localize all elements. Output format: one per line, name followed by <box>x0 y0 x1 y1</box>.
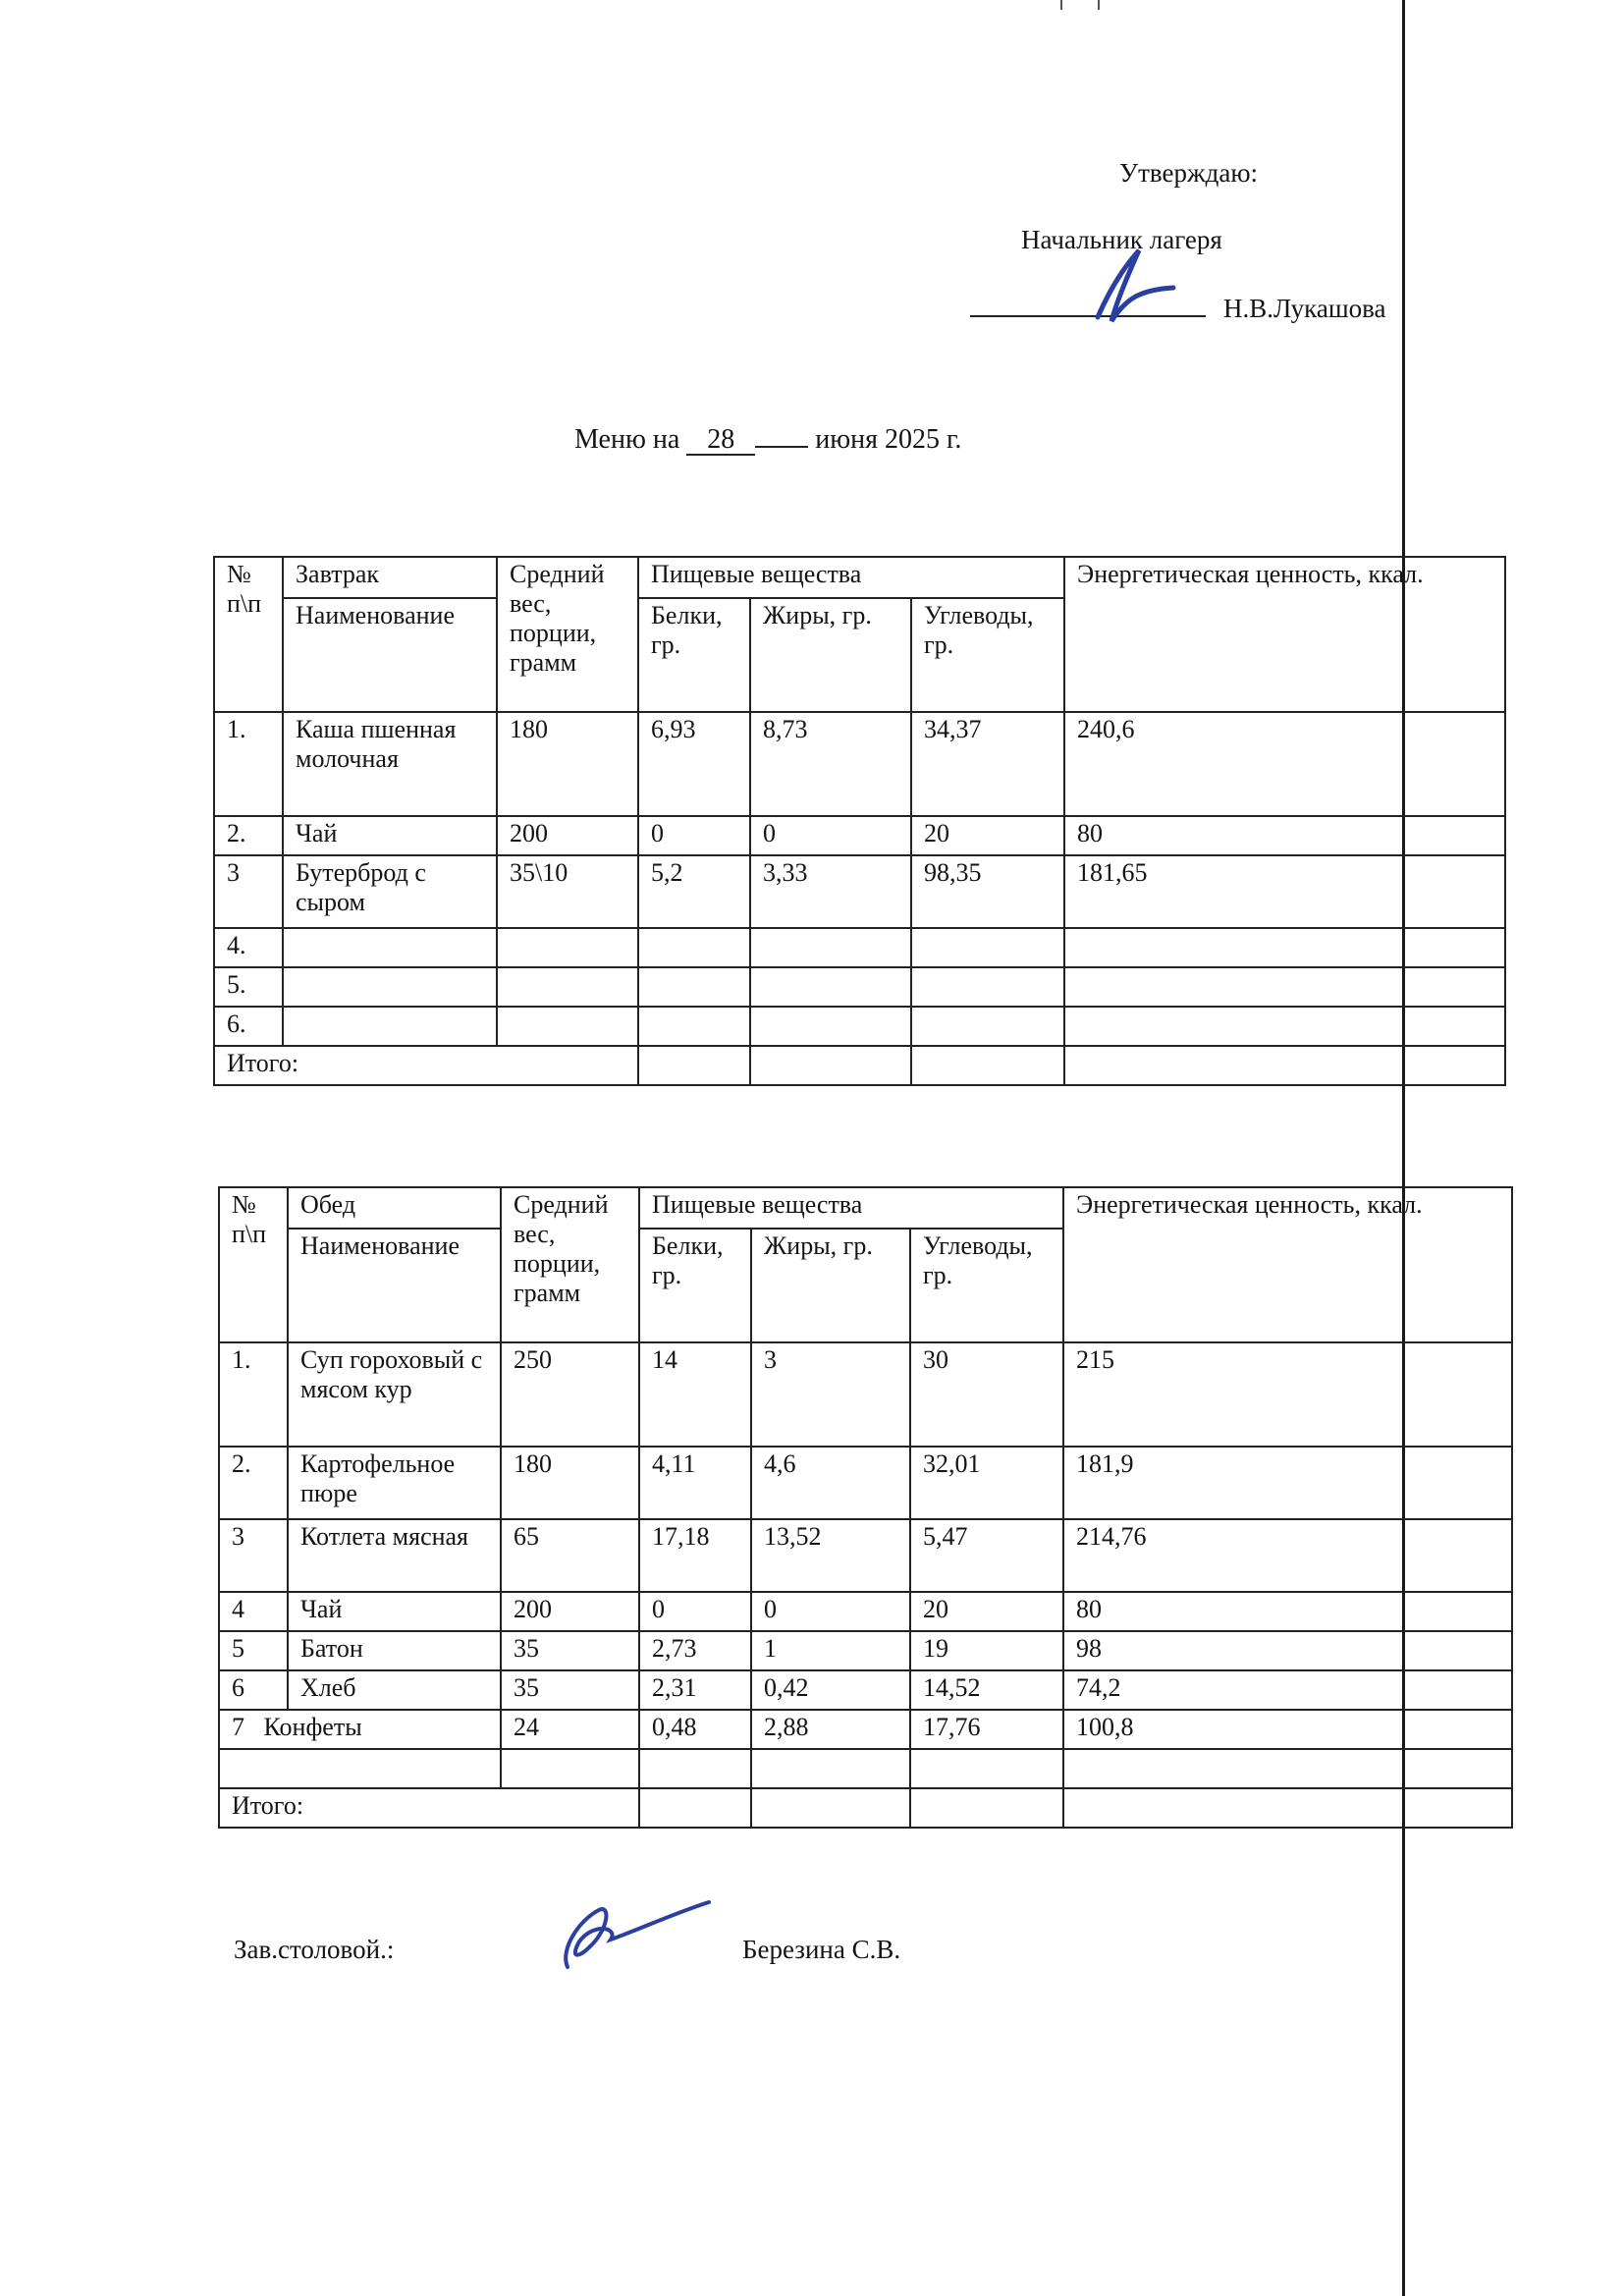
approve-label: Утверждаю: <box>1119 158 1259 188</box>
total-row <box>219 1788 1512 1828</box>
cell-weight: 180 <box>501 1447 639 1519</box>
cell-weight <box>497 928 638 967</box>
col-fat-header: Жиры, гр. <box>750 598 911 712</box>
cell-protein: 14 <box>639 1342 751 1447</box>
cell-weight <box>497 1007 638 1046</box>
col-energy-header: Энергетическая ценность, ккал. <box>1064 557 1505 712</box>
col-nutrients-header: Пищевые вещества <box>639 1187 1063 1229</box>
approver-position: Начальник лагеря <box>1021 225 1222 254</box>
col-carbs-header: Углеводы, гр. <box>911 598 1064 712</box>
title-day: 28 <box>686 426 755 456</box>
cell-weight: 35 <box>501 1631 639 1670</box>
cell-energy: 74,2 <box>1063 1670 1512 1710</box>
cell-fat <box>750 1007 911 1046</box>
cell-name: Хлеб <box>288 1670 501 1710</box>
cell-num: 1. <box>219 1342 288 1447</box>
cell-carbs: 34,37 <box>911 712 1064 816</box>
col-protein-header: Белки, гр. <box>638 598 750 712</box>
cell-name <box>219 1749 501 1788</box>
cell-carbs: 30 <box>910 1342 1063 1447</box>
scan-mark <box>1060 0 1062 10</box>
cell-name: Батон <box>288 1631 501 1670</box>
col-weight-header: Средний вес, порции, грамм <box>501 1187 639 1342</box>
cell-fat <box>751 1749 910 1788</box>
col-name-header: Наименование <box>283 598 497 712</box>
cell-fat <box>751 1788 910 1828</box>
cell-fat: 0 <box>751 1592 910 1631</box>
cell-name <box>283 1007 497 1046</box>
cell-num: 2. <box>219 1447 288 1519</box>
cell-name: Чай <box>288 1592 501 1631</box>
cell-num: 4. <box>214 928 283 967</box>
cell-num: 2. <box>214 816 283 855</box>
cell-carbs <box>911 1046 1064 1085</box>
cell-num: 4 <box>219 1592 288 1631</box>
cell-name: Каша пшенная молочная <box>283 712 497 816</box>
total-label: Итого: <box>214 1046 638 1085</box>
cell-num: 5. <box>214 967 283 1007</box>
cell-carbs: 5,47 <box>910 1519 1063 1592</box>
title-suffix: июня 2025 г. <box>815 424 962 455</box>
canteen-head-signature <box>550 1890 717 1979</box>
cell-num: 6 <box>219 1670 288 1710</box>
cell-energy: 80 <box>1064 816 1505 855</box>
cell-fat: 1 <box>751 1631 910 1670</box>
cell-num: 6. <box>214 1007 283 1046</box>
page-title <box>574 424 961 456</box>
cell-name-text: Конфеты <box>263 1713 362 1741</box>
table-row <box>214 855 1505 928</box>
scan-edge-line <box>1402 0 1405 2296</box>
cell-protein <box>638 967 750 1007</box>
table-row <box>214 816 1505 855</box>
cell-energy <box>1063 1749 1512 1788</box>
table-row <box>214 712 1505 816</box>
cell-fat <box>750 928 911 967</box>
cell-energy <box>1063 1788 1512 1828</box>
table-row <box>219 1519 1512 1592</box>
cell-carbs: 17,76 <box>910 1710 1063 1749</box>
cell-protein <box>638 1046 750 1085</box>
cell-energy: 181,9 <box>1063 1447 1512 1519</box>
cell-num: 3 <box>219 1519 288 1592</box>
col-name-header: Наименование <box>288 1229 501 1342</box>
cell-weight: 35 <box>501 1670 639 1710</box>
table-row <box>219 1631 1512 1670</box>
cell-weight: 200 <box>501 1592 639 1631</box>
table-row <box>214 1007 1505 1046</box>
footer-role: Зав.столовой.: <box>234 1935 395 1964</box>
approver-signature <box>1060 241 1178 339</box>
cell-fat: 3,33 <box>750 855 911 928</box>
cell-protein: 0 <box>638 816 750 855</box>
cell-protein: 2,73 <box>639 1631 751 1670</box>
cell-protein: 17,18 <box>639 1519 751 1592</box>
cell-weight: 24 <box>501 1710 639 1749</box>
cell-name: Чай <box>283 816 497 855</box>
cell-carbs: 32,01 <box>910 1447 1063 1519</box>
cell-energy <box>1064 1007 1505 1046</box>
cell-protein: 5,2 <box>638 855 750 928</box>
cell-carbs: 20 <box>910 1592 1063 1631</box>
cell-protein: 0,48 <box>639 1710 751 1749</box>
cell-fat <box>750 967 911 1007</box>
meal-header: Обед <box>288 1187 501 1229</box>
cell-carbs <box>911 1007 1064 1046</box>
table-row <box>219 1342 1512 1447</box>
cell-fat <box>750 1046 911 1085</box>
cell-protein: 0 <box>639 1592 751 1631</box>
col-fat-header: Жиры, гр. <box>751 1229 910 1342</box>
col-num-header: № п\п <box>219 1187 288 1342</box>
cell-energy <box>1064 967 1505 1007</box>
cell-weight: 180 <box>497 712 638 816</box>
cell-name <box>283 928 497 967</box>
cell-weight <box>501 1749 639 1788</box>
total-label: Итого: <box>219 1788 639 1828</box>
cell-carbs: 14,52 <box>910 1670 1063 1710</box>
cell-energy: 181,65 <box>1064 855 1505 928</box>
cell-energy <box>1064 928 1505 967</box>
title-prefix: Меню на <box>574 424 680 455</box>
cell-energy: 98 <box>1063 1631 1512 1670</box>
col-nutrients-header: Пищевые вещества <box>638 557 1064 598</box>
cell-energy <box>1064 1046 1505 1085</box>
table-row <box>219 1670 1512 1710</box>
cell-weight: 250 <box>501 1342 639 1447</box>
table-row <box>219 1710 1512 1749</box>
cell-protein <box>639 1788 751 1828</box>
cell-num: 1. <box>214 712 283 816</box>
scan-mark <box>1098 0 1100 10</box>
cell-num: 7 <box>232 1713 244 1741</box>
cell-energy: 100,8 <box>1063 1710 1512 1749</box>
col-weight-header: Средний вес, порции, грамм <box>497 557 638 712</box>
cell-energy: 240,6 <box>1064 712 1505 816</box>
cell-name: Котлета мясная <box>288 1519 501 1592</box>
cell-protein <box>638 928 750 967</box>
cell-fat: 8,73 <box>750 712 911 816</box>
footer-name: Березина С.В. <box>742 1935 901 1964</box>
cell-name <box>283 967 497 1007</box>
cell-name: Картофельное пюре <box>288 1447 501 1519</box>
cell-fat: 0,42 <box>751 1670 910 1710</box>
cell-fat: 4,6 <box>751 1447 910 1519</box>
total-row <box>214 1046 1505 1085</box>
cell-name: Суп гороховый с мясом кур <box>288 1342 501 1447</box>
cell-carbs <box>911 928 1064 967</box>
col-carbs-header: Углеводы, гр. <box>910 1229 1063 1342</box>
cell-weight: 35\10 <box>497 855 638 928</box>
approver-name: Н.В.Лукашова <box>1223 294 1386 323</box>
cell-name: Бутерброд с сыром <box>283 855 497 928</box>
cell-fat: 13,52 <box>751 1519 910 1592</box>
breakfast-table <box>213 556 1506 1086</box>
cell-energy: 80 <box>1063 1592 1512 1631</box>
table-row <box>219 1447 1512 1519</box>
cell-fat: 0 <box>750 816 911 855</box>
cell-carbs <box>911 967 1064 1007</box>
cell-protein <box>638 1007 750 1046</box>
col-energy-header: Энергетическая ценность, ккал. <box>1063 1187 1512 1342</box>
cell-energy: 215 <box>1063 1342 1512 1447</box>
col-protein-header: Белки, гр. <box>639 1229 751 1342</box>
cell-carbs: 98,35 <box>911 855 1064 928</box>
table-row <box>214 928 1505 967</box>
cell-num: 3 <box>214 855 283 928</box>
cell-carbs <box>910 1788 1063 1828</box>
cell-protein: 6,93 <box>638 712 750 816</box>
cell-fat: 3 <box>751 1342 910 1447</box>
cell-protein <box>639 1749 751 1788</box>
cell-carbs: 20 <box>911 816 1064 855</box>
cell-fat: 2,88 <box>751 1710 910 1749</box>
lunch-table <box>218 1186 1513 1829</box>
cell-num: 5 <box>219 1631 288 1670</box>
cell-carbs: 19 <box>910 1631 1063 1670</box>
cell-energy: 214,76 <box>1063 1519 1512 1592</box>
cell-weight: 65 <box>501 1519 639 1592</box>
table-row <box>214 967 1505 1007</box>
cell-protein: 2,31 <box>639 1670 751 1710</box>
cell-protein: 4,11 <box>639 1447 751 1519</box>
cell-weight: 200 <box>497 816 638 855</box>
meal-header: Завтрак <box>283 557 497 598</box>
cell-carbs <box>910 1749 1063 1788</box>
table-row <box>219 1749 1512 1788</box>
cell-weight <box>497 967 638 1007</box>
table-row <box>219 1592 1512 1631</box>
cell-name <box>219 1710 501 1749</box>
title-day-underline <box>755 446 808 448</box>
col-num-header: № п\п <box>214 557 283 712</box>
